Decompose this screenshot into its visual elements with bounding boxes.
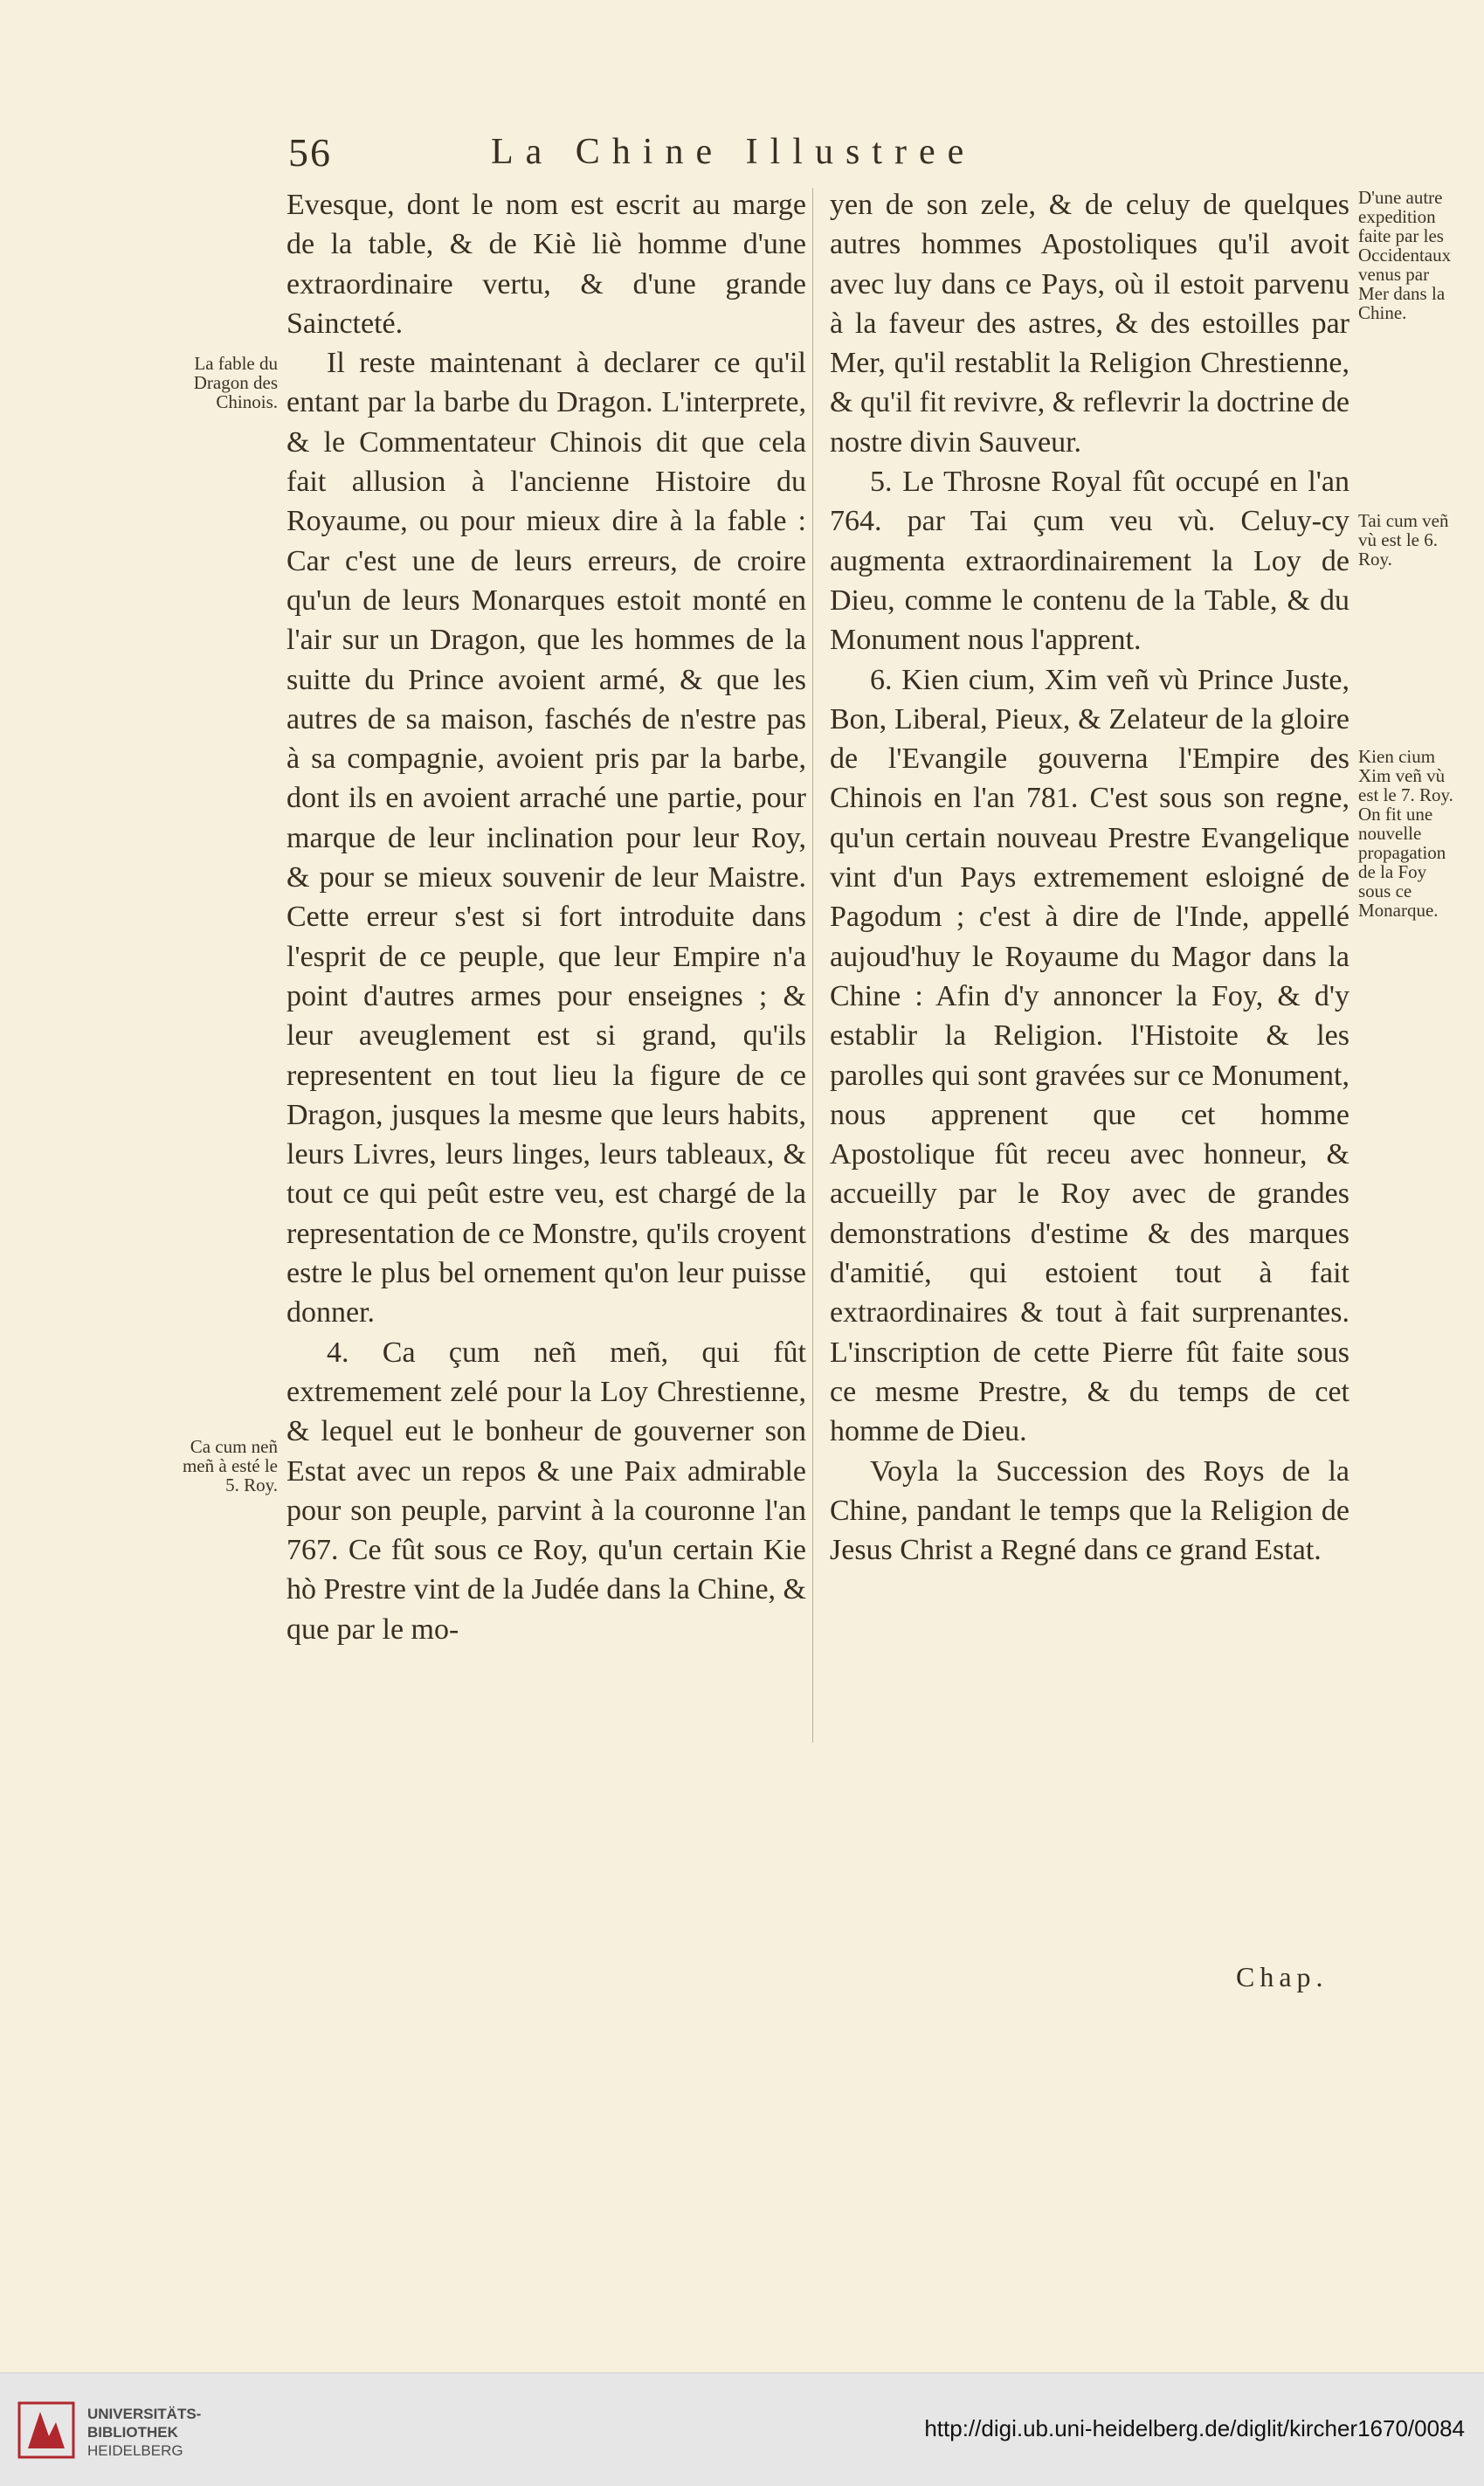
left-para-1: Evesque, dont le nom est escrit au marge de la table, & de Kiè liè homme d'une extraordinaire vertu, & d'une grande Sainсteté.	[286, 189, 806, 340]
left-column	[286, 185, 806, 1649]
right-column	[830, 185, 1349, 1570]
right-para-3: 6. Kien cium, Xim veñ vù Prince Juste, Bon, Liberal, Pieux, & Zelateur de la gloire de l'Evangile gouverna l'Empire des Chinois en l'an 781. C'est sous son regne, qu'un certain nouveau Prestre Evangelique vint d'un Pays extremement esloigné de Pagodum ; c'est à dire de l'Inde, appellé aujoud'huy le Royaume du Magor dans la Chine : Afin d'y annoncer la Foy, & d'y establir la Religion. l'Histoite & les parolles qui sont gravées sur ce Monument, nous apprenent que cet homme Apostolique fût receu avec honneur, & accueilly par le Roy avec de grandes demonstrations d'estime & des marques d'amitié, qui estoient tout à fait extraordinaires & tout à fait surprenantes. L'inscription de cette Pierre fût faite sous ce mesme Prestre, & du temps de cet homme de Dieu.	[830, 663, 1349, 1448]
column-divider	[812, 188, 813, 1743]
right-para-2: 5. Le Throsne Royal fût occupé en l'an 764. par Tai çum veu vù. Celuy-cy augmenta extraordinairement la Loy de Dieu, comme le contenu de la Table, & du Monument nous l'apprent.	[830, 466, 1349, 657]
margin-note-left-fable: La fable du Dragon des Chinois.	[193, 353, 278, 412]
margin-note-right-7th-roy: Kien cium Xim veñ vù est le 7. Roy. On fit une nouvelle propagation de la Foy sous ce Monarque.	[1358, 746, 1453, 921]
margin-note-right-expedition: D'une autre expedition faite par les Occidentaux venus par Mer dans la Chine.	[1358, 187, 1452, 323]
running-title: La Chine Illustree	[491, 132, 977, 172]
library-name-line-3: HEIDELBERG	[87, 2442, 183, 2459]
library-name-line-2: BIBLIOTHEK	[87, 2424, 178, 2441]
university-library-logo-icon[interactable]	[16, 2400, 77, 2461]
left-para-3: 4. Ca çum neñ meñ, qui fût extremement zelé pour la Loy Chrestienne, & lequel eut le bonheur de gouverner son Estat avec un repos & une Paix admirable pour son peuple, parvint à la couronne l'an 767. Ce fût sous ce Roy, qu'un certain Kie hò Prestre vint de la Judée dans la Chine, & que par le mo-	[286, 1336, 806, 1646]
page-number: 56	[288, 130, 332, 175]
margin-note-right-6th-roy: Tai cum veñ vù est le 6. Roy.	[1358, 510, 1449, 570]
library-name[interactable]	[87, 2405, 201, 2460]
right-para-1: yen de son zele, & de celuy de quelques autres hommes Apostoliques qu'il avoit avec luy dans ce Pays, où il estoit parvenu à la faveur des astres, & des estoilles par Mer, qu'il restablit la Religion Chrestienne, & qu'il fit revivre, & reflevrir la doctrine de nostre divin Sauveur.	[830, 189, 1349, 459]
page-header	[288, 129, 1162, 182]
left-para-2: Il reste maintenant à declarer ce qu'il entant par la barbe du Dragon. L'interprete, & le Commentateur Chinois dit que cela fait allusion à l'ancienne Histoire du Royaume, ou pour mieux dire à la fable : Car c'est une de leurs erreurs, de croire qu'un de leurs Monarques estoit monté en l'air sur un Dragon, que les hommes de la suitte du Prince avoient armé, & que les autres de sa maison, faschés de n'estre pas à sa compagnie, avoient pris par la barbe, dont ils en avoient arraché une partie, pour marque de leur inclination pour leur Roy, & pour se mieux souvenir de leur Maistre. Cette erreur s'est si fort introduite dans l'esprit de ce peuple, que leur Empire n'a point d'autres armes pour enseignes ; & leur aveuglement est si grand, qu'ils representent en tout lieu la figure de ce Dragon, jusques la mesme que leurs habits, leurs Livres, leurs linges, leurs tableaux, & tout ce qui peût estre veu, est chargé de la representation de ce Monstre, qu'ils croyent estre le plus bel ornement qu'on leur puisse donner.	[286, 347, 806, 1329]
right-para-4: Voyla la Succession des Roys de la Chine, pandant le temps que la Religion de Jesus Christ a Regné dans ce grand Estat.	[830, 1454, 1349, 1567]
library-name-line-1: UNIVERSITÄTS-	[87, 2406, 202, 2422]
margin-note-left-5th-roy: Ca cum neñ meñ à esté le 5. Roy.	[182, 1436, 278, 1495]
library-footer	[0, 2372, 1484, 2486]
permalink-url[interactable]: http://digi.ub.uni-heidelberg.de/diglit/kircher1670/0084	[924, 2415, 1465, 2441]
catchword: Chap.	[1236, 1961, 1329, 1992]
